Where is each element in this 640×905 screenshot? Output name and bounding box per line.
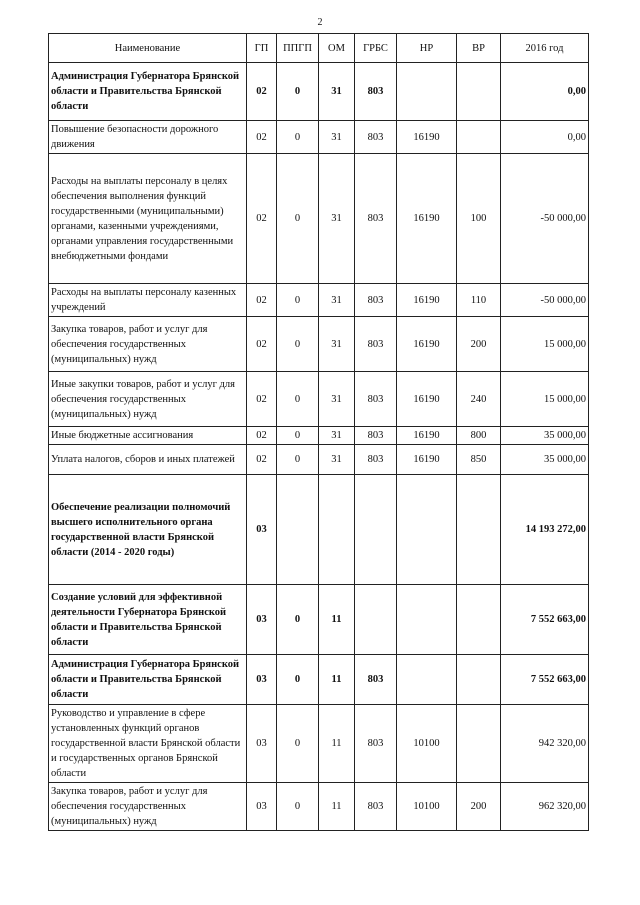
cell-sum: 962 320,00 bbox=[501, 783, 589, 831]
cell-sum: 14 193 272,00 bbox=[501, 475, 589, 585]
cell-nr: 10100 bbox=[397, 705, 457, 783]
cell-sum: 942 320,00 bbox=[501, 705, 589, 783]
cell-nr: 10100 bbox=[397, 783, 457, 831]
cell-gp: 03 bbox=[247, 783, 277, 831]
cell-om: 31 bbox=[319, 121, 355, 154]
col-header-name: Наименование bbox=[49, 34, 247, 63]
cell-name: Создание условий для эффективной деятельности Губернатора Брянской области и Правительства Брянской области bbox=[49, 585, 247, 655]
cell-name: Расходы на выплаты персоналу казенных учреждений bbox=[49, 284, 247, 317]
cell-nr bbox=[397, 475, 457, 585]
cell-nr: 16190 bbox=[397, 317, 457, 372]
cell-grbs bbox=[355, 585, 397, 655]
cell-vr bbox=[457, 121, 501, 154]
cell-gp: 02 bbox=[247, 284, 277, 317]
page-number: 2 bbox=[317, 17, 323, 28]
cell-vr bbox=[457, 655, 501, 705]
table-row bbox=[49, 705, 589, 783]
cell-grbs: 803 bbox=[355, 63, 397, 121]
budget-table bbox=[48, 33, 589, 831]
col-header-grbs: ГРБС bbox=[355, 34, 397, 63]
cell-nr bbox=[397, 63, 457, 121]
cell-om: 11 bbox=[319, 783, 355, 831]
cell-name: Иные закупки товаров, работ и услуг для обеспечения государственных (муниципальных) нужд bbox=[49, 372, 247, 427]
cell-name: Администрация Губернатора Брянской области и Правительства Брянской области bbox=[49, 63, 247, 121]
cell-grbs: 803 bbox=[355, 427, 397, 445]
table-row bbox=[49, 445, 589, 475]
col-header-gp: ГП bbox=[247, 34, 277, 63]
cell-ppgp: 0 bbox=[277, 705, 319, 783]
cell-sum: 15 000,00 bbox=[501, 317, 589, 372]
table-header-row bbox=[49, 34, 589, 63]
col-header-nr: НР bbox=[397, 34, 457, 63]
cell-om: 31 bbox=[319, 445, 355, 475]
cell-om: 31 bbox=[319, 317, 355, 372]
cell-om: 11 bbox=[319, 585, 355, 655]
cell-name: Администрация Губернатора Брянской области и Правительства Брянской области bbox=[49, 655, 247, 705]
cell-sum: 0,00 bbox=[501, 63, 589, 121]
table-row bbox=[49, 284, 589, 317]
col-header-ppgp: ППГП bbox=[277, 34, 319, 63]
col-header-om: ОМ bbox=[319, 34, 355, 63]
cell-ppgp: 0 bbox=[277, 284, 319, 317]
cell-name: Закупка товаров, работ и услуг для обеспечения государственных (муниципальных) нужд bbox=[49, 317, 247, 372]
cell-sum: 15 000,00 bbox=[501, 372, 589, 427]
cell-gp: 03 bbox=[247, 705, 277, 783]
table-row bbox=[49, 655, 589, 705]
cell-vr: 110 bbox=[457, 284, 501, 317]
cell-grbs bbox=[355, 475, 397, 585]
cell-grbs: 803 bbox=[355, 121, 397, 154]
cell-vr: 200 bbox=[457, 317, 501, 372]
cell-gp: 02 bbox=[247, 445, 277, 475]
cell-name: Руководство и управление в сфере установленных функций органов государственной власти Брянской области и государственных органов Брянской области bbox=[49, 705, 247, 783]
cell-name: Повышение безопасности дорожного движения bbox=[49, 121, 247, 154]
cell-vr bbox=[457, 63, 501, 121]
table-row bbox=[49, 372, 589, 427]
cell-sum: -50 000,00 bbox=[501, 284, 589, 317]
cell-grbs: 803 bbox=[355, 705, 397, 783]
cell-om: 31 bbox=[319, 427, 355, 445]
cell-name: Расходы на выплаты персоналу в целях обеспечения выполнения функций государственными (муниципальными) органами, казенными учреждениями, органами управления государственными внебюджетными фондами bbox=[49, 154, 247, 284]
cell-sum: 0,00 bbox=[501, 121, 589, 154]
cell-grbs: 803 bbox=[355, 284, 397, 317]
table-row bbox=[49, 585, 589, 655]
cell-vr: 200 bbox=[457, 783, 501, 831]
cell-nr: 16190 bbox=[397, 121, 457, 154]
cell-ppgp: 0 bbox=[277, 121, 319, 154]
cell-gp: 02 bbox=[247, 372, 277, 427]
table-row bbox=[49, 475, 589, 585]
cell-gp: 03 bbox=[247, 475, 277, 585]
col-header-vr: ВР bbox=[457, 34, 501, 63]
cell-nr: 16190 bbox=[397, 427, 457, 445]
col-header-year: 2016 год bbox=[501, 34, 589, 63]
cell-vr bbox=[457, 705, 501, 783]
cell-gp: 02 bbox=[247, 317, 277, 372]
cell-om: 31 bbox=[319, 63, 355, 121]
table-row bbox=[49, 63, 589, 121]
cell-ppgp bbox=[277, 475, 319, 585]
cell-sum: 35 000,00 bbox=[501, 445, 589, 475]
cell-ppgp: 0 bbox=[277, 445, 319, 475]
cell-om: 11 bbox=[319, 655, 355, 705]
cell-name: Обеспечение реализации полномочий высшего исполнительного органа государственной власти Брянской области (2014 - 2020 годы) bbox=[49, 475, 247, 585]
cell-ppgp: 0 bbox=[277, 317, 319, 372]
cell-om: 11 bbox=[319, 705, 355, 783]
cell-sum: 35 000,00 bbox=[501, 427, 589, 445]
cell-sum: 7 552 663,00 bbox=[501, 585, 589, 655]
cell-grbs: 803 bbox=[355, 317, 397, 372]
cell-ppgp: 0 bbox=[277, 585, 319, 655]
cell-sum: 7 552 663,00 bbox=[501, 655, 589, 705]
cell-sum: -50 000,00 bbox=[501, 154, 589, 284]
cell-ppgp: 0 bbox=[277, 783, 319, 831]
cell-gp: 02 bbox=[247, 427, 277, 445]
cell-nr: 16190 bbox=[397, 445, 457, 475]
cell-vr: 240 bbox=[457, 372, 501, 427]
cell-nr: 16190 bbox=[397, 154, 457, 284]
cell-gp: 02 bbox=[247, 121, 277, 154]
cell-om: 31 bbox=[319, 284, 355, 317]
cell-grbs: 803 bbox=[355, 655, 397, 705]
cell-ppgp: 0 bbox=[277, 63, 319, 121]
cell-om: 31 bbox=[319, 154, 355, 284]
table-row bbox=[49, 154, 589, 284]
cell-vr: 100 bbox=[457, 154, 501, 284]
cell-gp: 03 bbox=[247, 585, 277, 655]
table-row bbox=[49, 783, 589, 831]
cell-grbs: 803 bbox=[355, 154, 397, 284]
cell-grbs: 803 bbox=[355, 783, 397, 831]
cell-ppgp: 0 bbox=[277, 154, 319, 284]
cell-vr bbox=[457, 475, 501, 585]
cell-nr bbox=[397, 585, 457, 655]
cell-om: 31 bbox=[319, 372, 355, 427]
cell-vr: 800 bbox=[457, 427, 501, 445]
cell-vr bbox=[457, 585, 501, 655]
cell-nr bbox=[397, 655, 457, 705]
cell-om bbox=[319, 475, 355, 585]
cell-gp: 03 bbox=[247, 655, 277, 705]
cell-name: Закупка товаров, работ и услуг для обеспечения государственных (муниципальных) нужд bbox=[49, 783, 247, 831]
cell-ppgp: 0 bbox=[277, 427, 319, 445]
table-row bbox=[49, 121, 589, 154]
table-row bbox=[49, 427, 589, 445]
cell-gp: 02 bbox=[247, 63, 277, 121]
table-row bbox=[49, 317, 589, 372]
cell-vr: 850 bbox=[457, 445, 501, 475]
cell-name: Иные бюджетные ассигнования bbox=[49, 427, 247, 445]
cell-gp: 02 bbox=[247, 154, 277, 284]
cell-nr: 16190 bbox=[397, 284, 457, 317]
cell-grbs: 803 bbox=[355, 445, 397, 475]
cell-ppgp: 0 bbox=[277, 655, 319, 705]
cell-nr: 16190 bbox=[397, 372, 457, 427]
cell-grbs: 803 bbox=[355, 372, 397, 427]
cell-ppgp: 0 bbox=[277, 372, 319, 427]
cell-name: Уплата налогов, сборов и иных платежей bbox=[49, 445, 247, 475]
